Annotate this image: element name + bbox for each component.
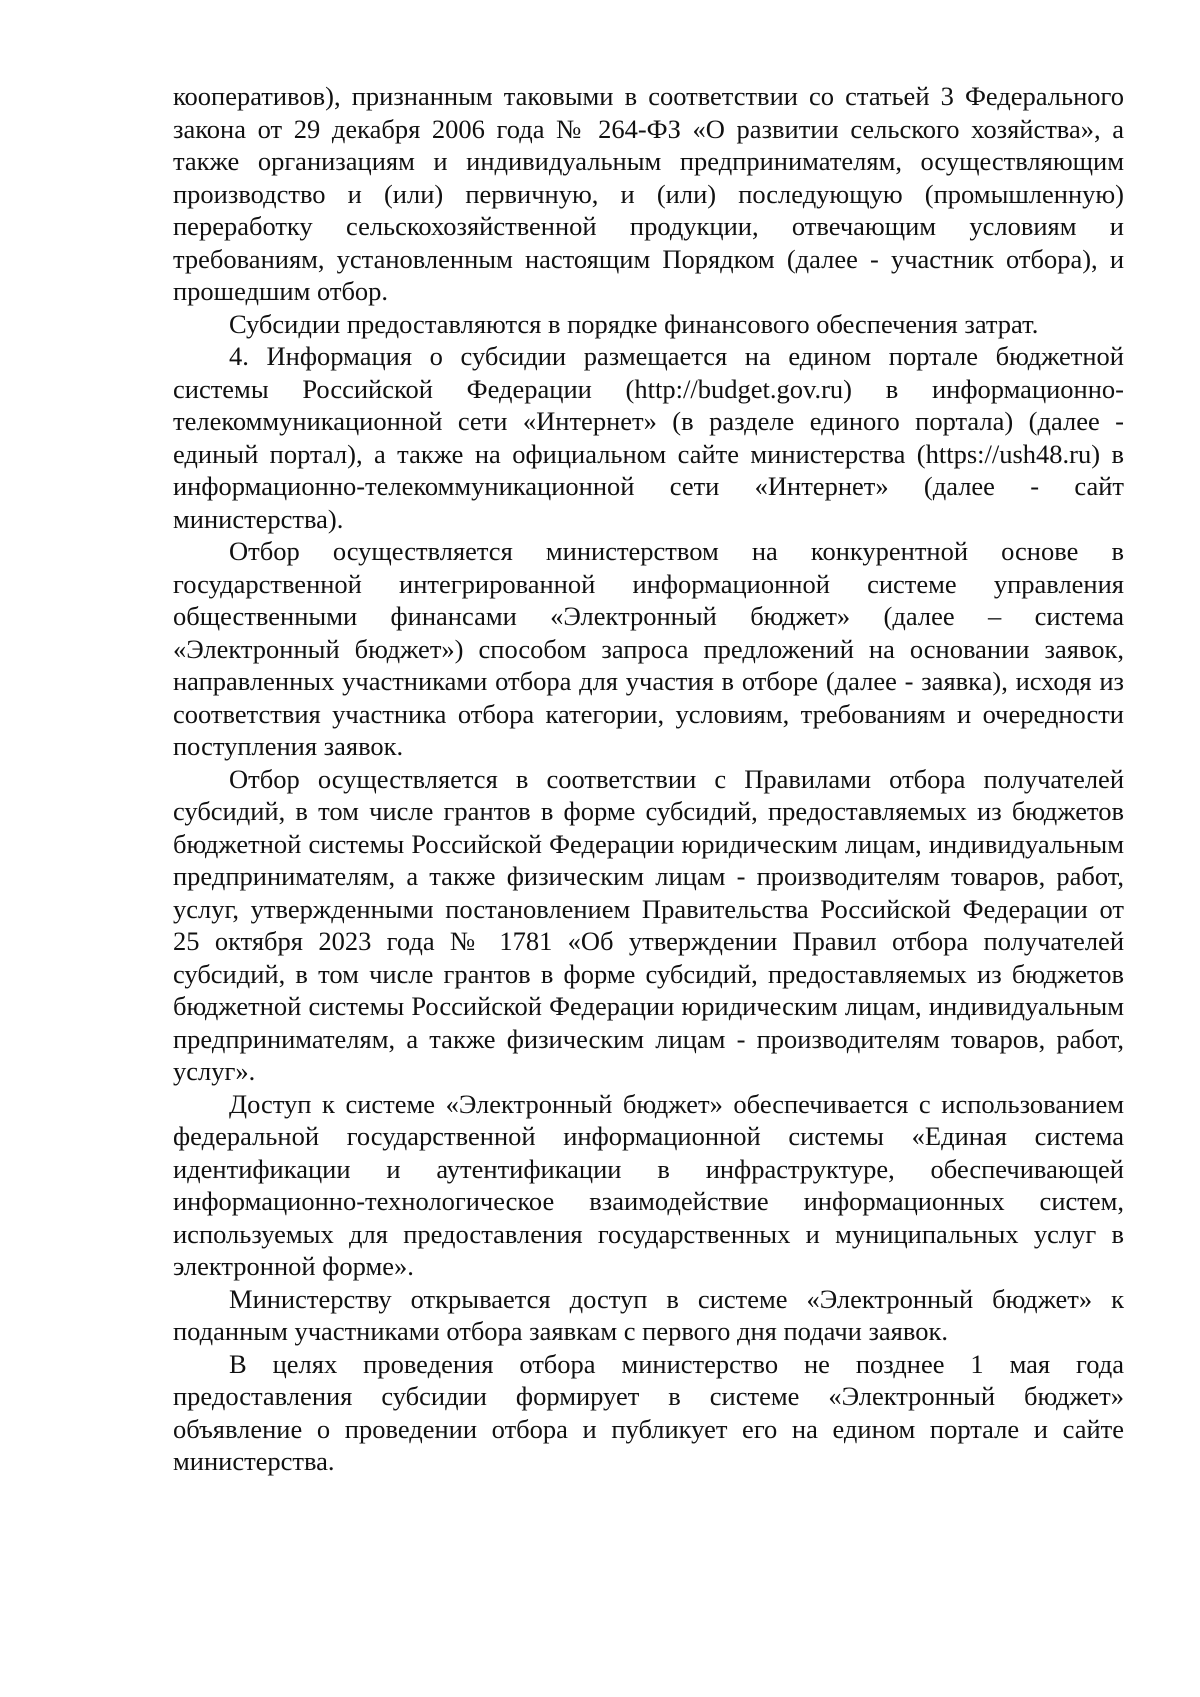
document-page xyxy=(173,80,1124,1478)
paragraph-system-access: Доступ к системе «Электронный бюджет» обеспечивается с использованием федеральной государственной информационной системы «Единая система идентификации и аутентификации в инфраструктуре, обеспечивающей информационно-технологическое взаимодействие информационных систем, используемых для предоставления государственных и муниципальных услуг в электронной форме». xyxy=(173,1088,1124,1281)
paragraph-recipients: кооперативов), признанным таковыми в соответствии со статьей 3 Федерального закона от 29 декабря 2006 года № 264-ФЗ «О развитии сельского хозяйства», а также организациям и индивидуальным предпринимателям, осуществляющим производство и (или) первичную, и (или) последующую (промышленную) переработку сельскохозяйственной продукции, отвечающим условиям и требованиям, установленным настоящим Порядком (далее - участник отбора), и прошедшим отбор. xyxy=(173,81,1124,306)
paragraph-ministry-access: Министерству открывается доступ в системе «Электронный бюджет» к поданным участниками отбора заявкам с первого дня подачи заявок. xyxy=(173,1283,1124,1346)
paragraph-subsidy-provision: Субсидии предоставляются в порядке финансового обеспечения затрат. xyxy=(229,308,1039,339)
paragraph-selection-procedure: Отбор осуществляется министерством на конкурентной основе в государственной интегрированной информационной системе управления общественными финансами «Электронный бюджет» (далее – система «Электронный бюджет») способом запроса предложений на основании заявок, направленных участниками отбора для участия в отборе (далее - заявка), исходя из соответствия участника отбора категории, условиям, требованиям и очередности поступления заявок. xyxy=(173,536,1124,761)
paragraph-announcement: В целях проведения отбора министерство не позднее 1 мая года предоставления субсидии формирует в системе «Электронный бюджет» объявление о проведении отбора и публикует его на едином портале и сайте министерства. xyxy=(173,1348,1124,1476)
paragraph-selection-rules: Отбор осуществляется в соответствии с Правилами отбора получателей субсидий, в том числе грантов в форме субсидий, предоставляемых из бюджетов бюджетной системы Российской Федерации юридическим лицам, индивидуальным предпринимателям, а также физическим лицам - производителям товаров, работ, услуг, утвержденными постановлением Правительства Российской Федерации от 25 октября 2023 года № 1781 «Об утверждении Правил отбора получателей субсидий, в том числе грантов в форме субсидий, предоставляемых из бюджетов бюджетной системы Российской Федерации юридическим лицам, индивидуальным предпринимателям, а также физическим лицам - производителям товаров, работ, услуг». xyxy=(173,763,1124,1086)
paragraph-item-4-information: 4. Информация о субсидии размещается на едином портале бюджетной системы Российской Федерации (http://budget.gov.ru) в информационно-телекоммуникационной сети «Интернет» (в разделе единого портала) (далее - единый портал), а также на официальном сайте министерства (https://ush48.ru) в информационно-телекоммуникационной сети «Интернет» (далее - сайт министерства). xyxy=(173,341,1124,534)
